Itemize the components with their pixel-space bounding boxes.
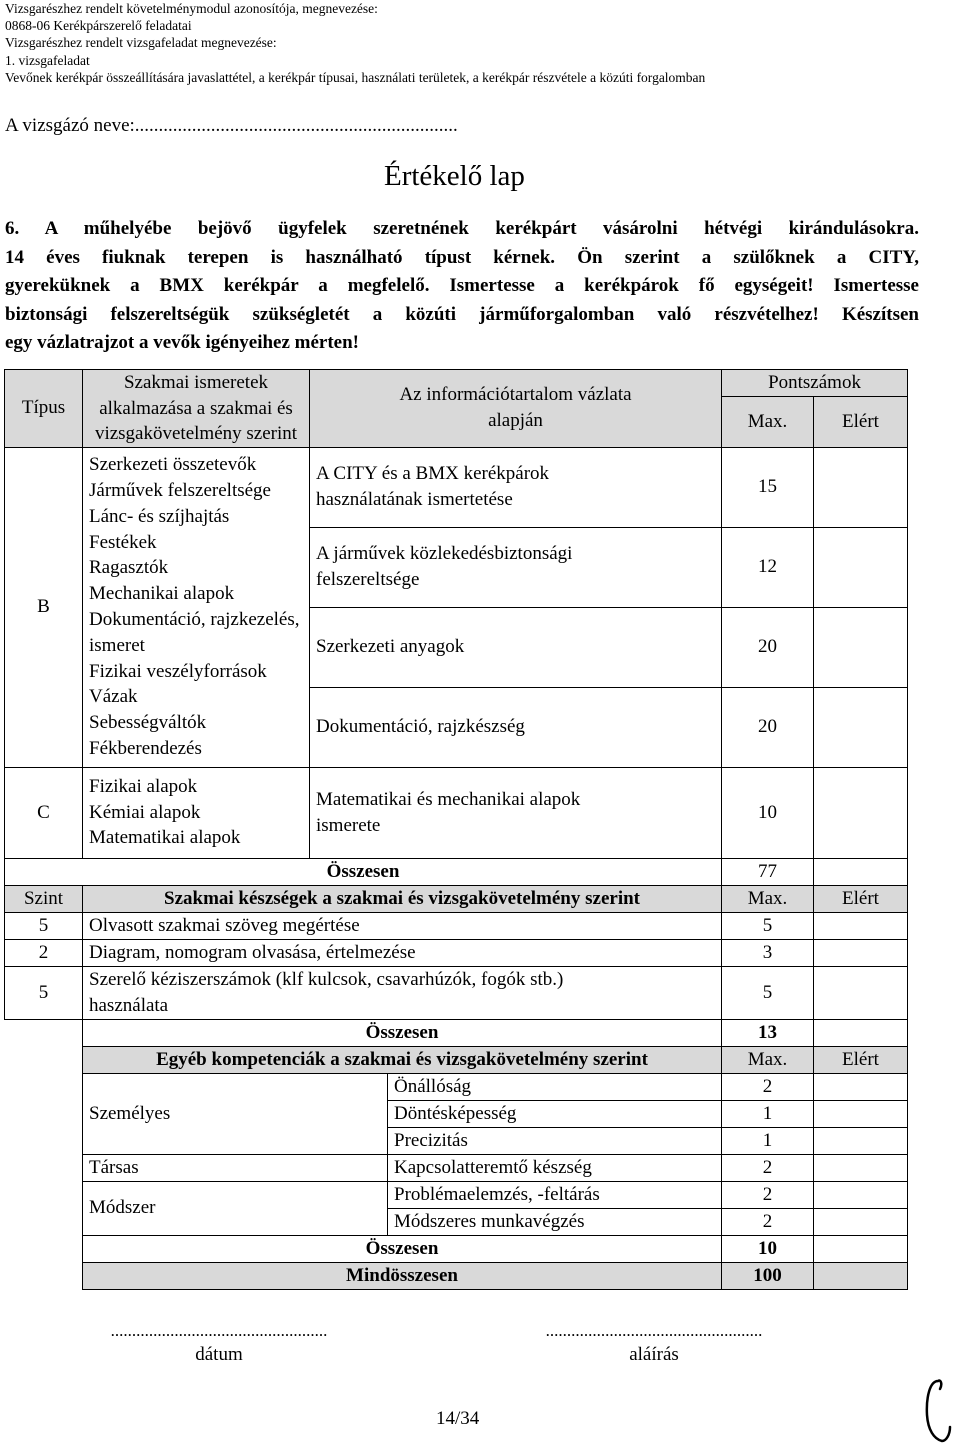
task-line: 6. A műhelyébe bejövő ügyfelek szeretnének kerékpárt vásárolni hétvégi kirándulásokra. bbox=[5, 218, 919, 239]
achieved-points bbox=[814, 527, 908, 607]
header-text: Az információtartalom vázlata bbox=[399, 384, 632, 406]
max-points: 20 bbox=[722, 607, 814, 687]
max-points: 3 bbox=[722, 939, 814, 966]
topic-item: Fékberendezés bbox=[89, 737, 202, 759]
topic-item: Fizikai alapok bbox=[89, 776, 198, 798]
topic-item: Dokumentáció, rajzkezelés, bbox=[89, 609, 300, 630]
max-points: 15 bbox=[722, 447, 814, 527]
info-text: ismerete bbox=[316, 814, 381, 836]
col-header-max: Max. bbox=[722, 885, 814, 912]
subtotal-achieved bbox=[814, 1019, 908, 1046]
document-header bbox=[5, 0, 705, 86]
info-text: A CITY és a BMX kerékpárok bbox=[316, 463, 550, 484]
header-line: 1. vizsgafeladat bbox=[5, 52, 90, 68]
info-text: használatának ismertetése bbox=[316, 489, 513, 510]
dotted-line: ................................................... bbox=[545, 1321, 763, 1340]
comp-group-tarsas: Társas bbox=[83, 1154, 388, 1181]
candidate-name-line: A vizsgázó neve:.................................................................... bbox=[5, 115, 458, 136]
subtotal-achieved bbox=[814, 858, 908, 885]
skill-level: 2 bbox=[5, 939, 83, 966]
comp-group-modszer: Módszer bbox=[83, 1181, 388, 1235]
max-points: 5 bbox=[722, 912, 814, 939]
achieved-points bbox=[814, 687, 908, 767]
achieved-points bbox=[814, 447, 908, 527]
achieved-points bbox=[814, 1208, 908, 1235]
grand-total-achieved bbox=[814, 1262, 908, 1289]
subtotal-label: Összesen bbox=[5, 858, 722, 885]
col-header-tipus: Típus bbox=[5, 370, 83, 448]
skill-name: Diagram, nomogram olvasása, értelmezése bbox=[83, 939, 722, 966]
date-signature bbox=[88, 1322, 350, 1366]
info-item: Dokumentáció, rajzkészség bbox=[310, 687, 722, 767]
subtotal-max: 13 bbox=[722, 1019, 814, 1046]
dotted-line: ................................................... bbox=[110, 1321, 328, 1340]
max-points: 5 bbox=[722, 966, 814, 1019]
skill-name: Olvasott szakmai szöveg megértése bbox=[83, 912, 722, 939]
header-text: alapján bbox=[488, 410, 543, 432]
subtotal-max: 10 bbox=[722, 1235, 814, 1262]
achieved-points bbox=[814, 1181, 908, 1208]
info-text: felszereltsége bbox=[316, 569, 420, 590]
comp-name: Precizitás bbox=[388, 1127, 722, 1154]
achieved-points bbox=[814, 767, 908, 858]
topic-list-b bbox=[83, 447, 310, 767]
header-text: Szakmai ismeretek bbox=[123, 372, 269, 393]
max-points: 12 bbox=[722, 527, 814, 607]
subtotal-label: Összesen bbox=[83, 1019, 722, 1046]
topic-item: Járművek felszereltsége bbox=[89, 480, 271, 502]
skill-name bbox=[83, 966, 722, 1019]
achieved-points bbox=[814, 1154, 908, 1181]
page-number: 14/34 bbox=[436, 1408, 480, 1429]
skill-text: használata bbox=[89, 994, 169, 1016]
evaluation-table bbox=[4, 369, 908, 1290]
header-text: alkalmazása a szakmai és bbox=[99, 397, 293, 419]
topic-item: Matematikai alapok bbox=[89, 827, 241, 849]
achieved-points bbox=[814, 1100, 908, 1127]
topic-item: Festékek bbox=[89, 531, 157, 553]
info-item bbox=[310, 527, 722, 607]
info-item bbox=[310, 447, 722, 527]
topic-item: Ragasztók bbox=[89, 557, 169, 579]
type-b: B bbox=[5, 447, 83, 767]
task-line: gyereküknek a BMX kerékpár a megfelelő. Ismertesse a kerékpárok fő egységeit! Ismertesse bbox=[5, 275, 919, 296]
info-item bbox=[310, 767, 722, 858]
comp-group-szemelyes: Személyes bbox=[83, 1073, 388, 1154]
max-points: 20 bbox=[722, 687, 814, 767]
achieved-points bbox=[814, 939, 908, 966]
comp-name: Döntésképesség bbox=[388, 1100, 722, 1127]
page-title: Értékelő lap bbox=[384, 160, 525, 192]
max-points: 2 bbox=[722, 1154, 814, 1181]
achieved-points bbox=[814, 1073, 908, 1100]
task-description bbox=[5, 215, 919, 358]
topic-list-c bbox=[83, 767, 310, 858]
col-header-info bbox=[310, 370, 722, 448]
empty-cell bbox=[5, 1019, 83, 1046]
topic-item: Mechanikai alapok bbox=[89, 583, 235, 605]
task-line: egy vázlatrajzot a vevők igényeihez mérten! bbox=[5, 332, 360, 353]
info-text: Matematikai és mechanikai alapok bbox=[316, 788, 581, 810]
skill-text: Szerelő kéziszerszámok (klf kulcsok, csavarhúzók, fogók stb.) bbox=[89, 968, 564, 990]
topic-item: Fizikai veszélyforrások bbox=[89, 660, 267, 682]
max-points: 10 bbox=[722, 767, 814, 858]
competencies-header: Egyéb kompetenciák a szakmai és vizsgakövetelmény szerint bbox=[83, 1046, 722, 1073]
header-line: Vizsgarészhez rendelt követelménymodul azonosítója, megnevezése: bbox=[5, 1, 378, 16]
col-header-points: Pontszámok bbox=[722, 370, 908, 397]
comp-name: Problémaelemzés, -feltárás bbox=[388, 1181, 722, 1208]
col-header-max: Max. bbox=[722, 1046, 814, 1073]
achieved-points bbox=[814, 966, 908, 1019]
header-line: 0868-06 Kerékpárszerelő feladatai bbox=[5, 18, 192, 34]
empty-cell bbox=[5, 1073, 83, 1289]
header-line: Vizsgarészhez rendelt vizsgafeladat megnevezése: bbox=[5, 35, 277, 51]
max-points: 2 bbox=[722, 1208, 814, 1235]
info-item: Szerkezeti anyagok bbox=[310, 607, 722, 687]
topic-item: ismeret bbox=[89, 634, 145, 656]
signature-label: aláírás bbox=[629, 1344, 679, 1365]
header-text: vizsgakövetelmény szerint bbox=[94, 423, 298, 444]
date-label: dátum bbox=[195, 1344, 243, 1365]
max-points: 1 bbox=[722, 1100, 814, 1127]
subtotal-max: 77 bbox=[722, 858, 814, 885]
grand-total-label: Mindösszesen bbox=[83, 1262, 722, 1289]
subtotal-label: Összesen bbox=[83, 1235, 722, 1262]
topic-item: Vázak bbox=[89, 686, 138, 708]
comp-name: Módszeres munkavégzés bbox=[388, 1208, 722, 1235]
max-points: 2 bbox=[722, 1073, 814, 1100]
task-line: 14 éves fiuknak terepen is használható típust kérnek. Ön szerint a szülőknek a CITY, bbox=[5, 246, 919, 268]
topic-item: Kémiai alapok bbox=[89, 801, 201, 823]
skills-header: Szakmai készségek a szakmai és vizsgakövetelmény szerint bbox=[83, 885, 722, 912]
task-line: biztonsági felszereltségük szükségletét a közúti járműforgalomban való részvételhez! Készítsen bbox=[5, 303, 919, 325]
skill-level: 5 bbox=[5, 912, 83, 939]
achieved-points bbox=[814, 607, 908, 687]
achieved-points bbox=[814, 912, 908, 939]
type-c: C bbox=[5, 767, 83, 858]
achieved-points bbox=[814, 1127, 908, 1154]
col-header-elert: Elért bbox=[814, 397, 908, 448]
header-line: Vevőnek kerékpár összeállítására javaslattétel, a kerékpár típusai, használati területek, a kerékpár részvétele a közúti forgalomban bbox=[5, 69, 706, 85]
comp-name: Önállóság bbox=[388, 1073, 722, 1100]
max-points: 1 bbox=[722, 1127, 814, 1154]
signature-field bbox=[523, 1322, 785, 1366]
info-text: A járművek közlekedésbiztonsági bbox=[316, 543, 573, 564]
grand-total-max: 100 bbox=[722, 1262, 814, 1289]
topic-item: Lánc- és szíjhajtás bbox=[89, 505, 230, 527]
empty-cell bbox=[5, 1046, 83, 1073]
max-points: 2 bbox=[722, 1181, 814, 1208]
topic-item: Sebességváltók bbox=[89, 712, 207, 734]
topic-item: Szerkezeti összetevők bbox=[89, 454, 257, 476]
col-header-szint: Szint bbox=[5, 885, 83, 912]
handwritten-mark-icon bbox=[918, 1375, 958, 1445]
col-header-skill bbox=[83, 370, 310, 448]
col-header-max: Max. bbox=[722, 397, 814, 448]
col-header-elert: Elért bbox=[814, 1046, 908, 1073]
subtotal-achieved bbox=[814, 1235, 908, 1262]
skill-level: 5 bbox=[5, 966, 83, 1019]
comp-name: Kapcsolatteremtő készség bbox=[388, 1154, 722, 1181]
col-header-elert: Elért bbox=[814, 885, 908, 912]
